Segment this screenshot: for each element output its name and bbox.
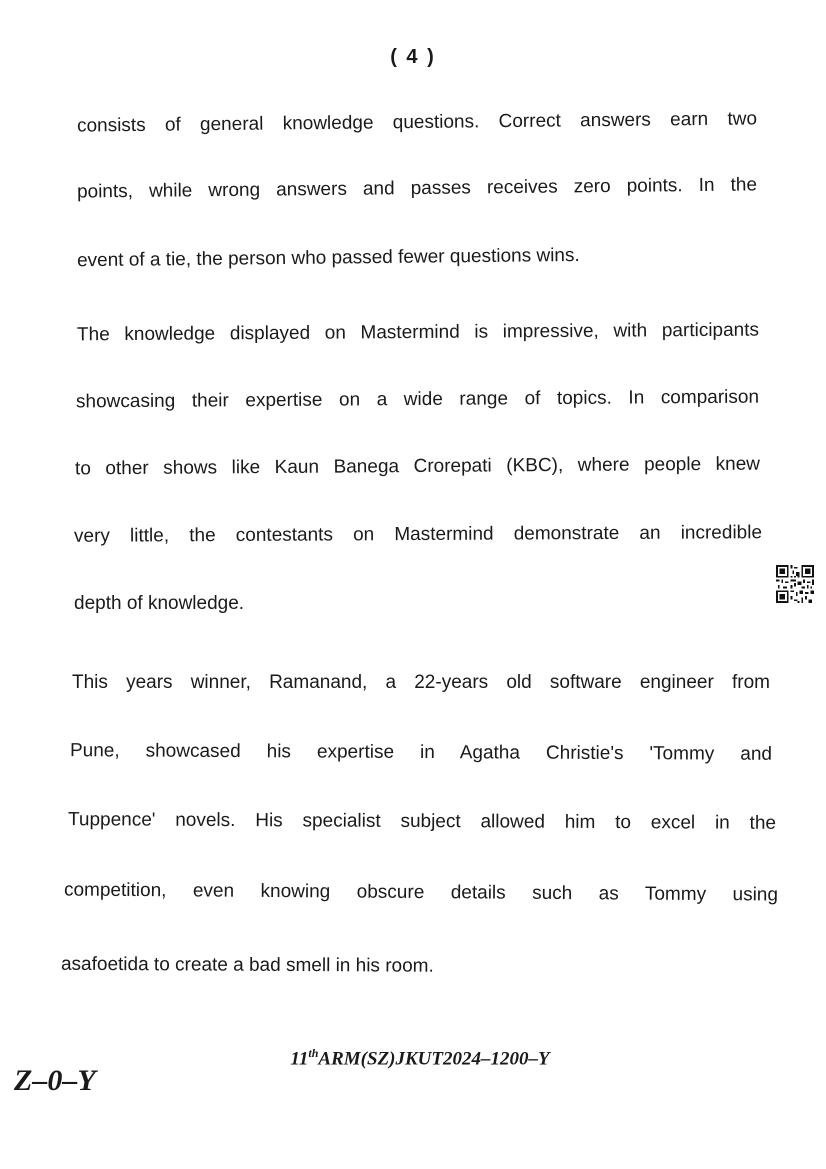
paragraph-3-line-3: Tuppence' novels. His specialist subject allowed him to excel in the (67, 809, 777, 834)
paper-code (240, 1046, 600, 1070)
paragraph-3-line-5: asafoetida to create a bad smell in his room. (60, 953, 434, 977)
paragraph-3-line-4: competition, even knowing obscure details such as Tommy using (63, 879, 779, 906)
paragraph-2-line-4: very little, the contestants on Mastermind demonstrate an incredible (73, 522, 763, 547)
page-number: ( 4 ) (390, 46, 436, 68)
paragraph-1-line-1: consists of general knowledge questions. Correct answers earn two (76, 108, 758, 137)
qr-code-icon (776, 565, 814, 603)
paragraph-1-line-3: event of a tie, the person who passed fewer questions wins. (76, 244, 580, 272)
set-code: Z–0–Y (14, 1064, 96, 1097)
paper-code-rest: ARM(SZ)JKUT2024–1200–Y (318, 1048, 550, 1070)
paragraph-2-line-3: to other shows like Kaun Banega Crorepati (KBC), where people knew (74, 453, 761, 480)
paragraph-2-line-5: depth of knowledge. (74, 593, 245, 614)
paragraph-2-line-1: The knowledge displayed on Mastermind is impressive, with participants (76, 319, 760, 346)
paragraph-3-line-1: This years winner, Ramanand, a 22-years old software engineer from (72, 672, 770, 693)
paragraph-1-line-2: points, while wrong answers and passes receives zero points. In the (76, 174, 758, 203)
paper-code-prefix: 11 (290, 1048, 309, 1070)
paragraph-2-line-2: showcasing their expertise on a wide range of topics. In comparison (75, 386, 760, 413)
paper-code-superscript: th (308, 1046, 319, 1060)
paragraph-3-line-2: Pune, showcased his expertise in Agatha Christie's 'Tommy and (69, 740, 773, 765)
